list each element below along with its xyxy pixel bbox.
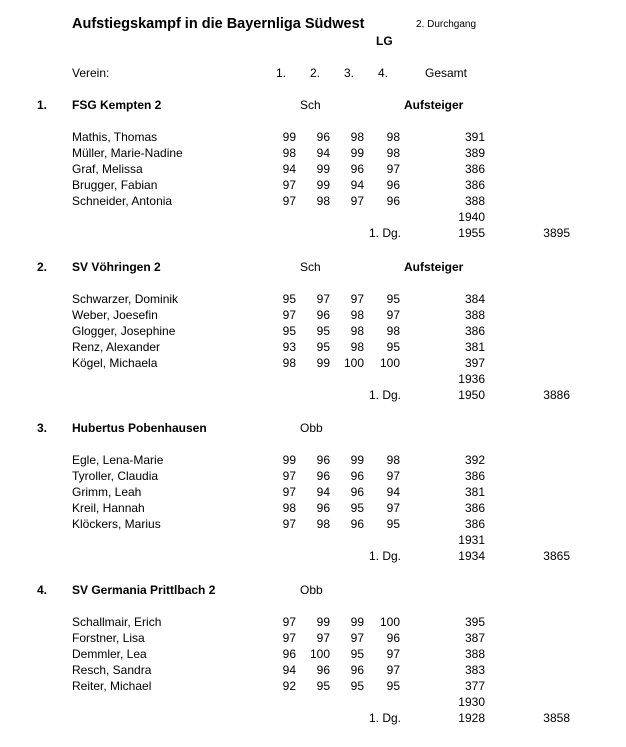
shooter-serie-1: 97 bbox=[282, 308, 296, 322]
column-serie-1: 1. bbox=[276, 66, 287, 80]
shooter-serie-3: 100 bbox=[343, 356, 364, 370]
team-rank: 4. bbox=[37, 583, 48, 597]
shooter-name: Mathis, Thomas bbox=[72, 130, 158, 144]
shooter-serie-4: 95 bbox=[386, 340, 400, 354]
shooter-serie-1: 96 bbox=[282, 647, 296, 661]
round-label: 2. Durchgang bbox=[416, 19, 477, 30]
shooter-name: Reiter, Michael bbox=[72, 679, 152, 693]
team-region: Sch bbox=[300, 98, 321, 112]
shooter-name: Kreil, Hannah bbox=[72, 501, 145, 515]
shooter-serie-4: 96 bbox=[386, 194, 400, 208]
shooter-total: 386 bbox=[464, 517, 485, 531]
shooter-serie-4: 98 bbox=[386, 453, 400, 467]
grand-total: 3895 bbox=[543, 226, 570, 240]
team-name: FSG Kempten 2 bbox=[72, 98, 162, 112]
shooter-serie-2: 99 bbox=[316, 178, 330, 192]
shooter-serie-2: 96 bbox=[316, 308, 330, 322]
shooter-serie-3: 99 bbox=[350, 146, 364, 160]
first-round-total: 1950 bbox=[458, 388, 485, 402]
shooter-serie-4: 97 bbox=[386, 308, 400, 322]
team-region: Obb bbox=[300, 421, 323, 435]
shooter-serie-4: 94 bbox=[386, 485, 400, 499]
shooter-serie-1: 98 bbox=[282, 501, 296, 515]
shooter-serie-2: 96 bbox=[316, 663, 330, 677]
team-subtotal: 1930 bbox=[458, 695, 485, 709]
team-status: Aufsteiger bbox=[404, 260, 464, 274]
shooter-serie-1: 92 bbox=[282, 679, 296, 693]
shooter-serie-2: 94 bbox=[316, 485, 330, 499]
shooter-serie-4: 100 bbox=[379, 356, 400, 370]
shooter-serie-4: 95 bbox=[386, 679, 400, 693]
shooter-serie-3: 96 bbox=[350, 162, 364, 176]
shooter-serie-1: 97 bbox=[282, 469, 296, 483]
first-round-label: 1. Dg. bbox=[369, 711, 402, 725]
shooter-serie-3: 98 bbox=[350, 130, 364, 144]
grand-total: 3865 bbox=[543, 549, 570, 563]
shooter-name: Schneider, Antonia bbox=[72, 194, 173, 208]
team-rank: 1. bbox=[37, 98, 48, 112]
first-round-label: 1. Dg. bbox=[369, 549, 402, 563]
shooter-serie-3: 96 bbox=[350, 517, 364, 531]
shooter-serie-2: 94 bbox=[316, 146, 330, 160]
shooter-serie-2: 96 bbox=[316, 469, 330, 483]
shooter-total: 395 bbox=[464, 615, 485, 629]
shooter-serie-3: 97 bbox=[350, 631, 364, 645]
shooter-serie-2: 95 bbox=[316, 679, 330, 693]
shooter-serie-2: 99 bbox=[316, 356, 330, 370]
shooter-total: 387 bbox=[464, 631, 485, 645]
shooter-serie-1: 97 bbox=[282, 178, 296, 192]
shooter-serie-3: 96 bbox=[350, 485, 364, 499]
shooter-total: 386 bbox=[464, 501, 485, 515]
column-serie-2: 2. bbox=[310, 66, 321, 80]
shooter-serie-4: 98 bbox=[386, 146, 400, 160]
column-serie-3: 3. bbox=[344, 66, 355, 80]
team-region: Obb bbox=[300, 583, 323, 597]
shooter-serie-1: 94 bbox=[282, 663, 296, 677]
shooter-name: Grimm, Leah bbox=[72, 485, 142, 499]
first-round-total: 1955 bbox=[458, 226, 485, 240]
shooter-serie-4: 95 bbox=[386, 517, 400, 531]
column-serie-4: 4. bbox=[378, 66, 389, 80]
shooter-name: Weber, Joesefin bbox=[72, 308, 158, 322]
shooter-total: 381 bbox=[464, 485, 485, 499]
shooter-serie-3: 97 bbox=[350, 194, 364, 208]
shooter-serie-2: 95 bbox=[316, 340, 330, 354]
shooter-serie-4: 97 bbox=[386, 162, 400, 176]
team-status: Aufsteiger bbox=[404, 98, 464, 112]
shooter-serie-1: 95 bbox=[282, 324, 296, 338]
shooter-serie-1: 97 bbox=[282, 485, 296, 499]
shooter-serie-1: 97 bbox=[282, 194, 296, 208]
shooter-name: Schallmair, Erich bbox=[72, 615, 162, 629]
shooter-name: Brugger, Fabian bbox=[72, 178, 158, 192]
shooter-total: 386 bbox=[464, 469, 485, 483]
column-gesamt: Gesamt bbox=[425, 66, 468, 80]
shooter-serie-2: 96 bbox=[316, 453, 330, 467]
shooter-total: 386 bbox=[464, 162, 485, 176]
shooter-serie-4: 98 bbox=[386, 324, 400, 338]
shooter-serie-3: 99 bbox=[350, 615, 364, 629]
shooter-serie-3: 94 bbox=[350, 178, 364, 192]
shooter-serie-1: 98 bbox=[282, 356, 296, 370]
shooter-total: 383 bbox=[464, 663, 485, 677]
shooter-serie-4: 100 bbox=[379, 615, 400, 629]
shooter-serie-1: 97 bbox=[282, 631, 296, 645]
shooter-serie-2: 100 bbox=[309, 647, 330, 661]
grand-total: 3858 bbox=[543, 711, 570, 725]
shooter-total: 388 bbox=[464, 647, 485, 661]
team-region: Sch bbox=[300, 260, 321, 274]
shooter-serie-2: 96 bbox=[316, 501, 330, 515]
shooter-serie-3: 97 bbox=[350, 292, 364, 306]
shooter-serie-4: 97 bbox=[386, 469, 400, 483]
shooter-name: Forstner, Lisa bbox=[72, 631, 145, 645]
shooter-serie-4: 97 bbox=[386, 663, 400, 677]
shooter-total: 388 bbox=[464, 194, 485, 208]
shooter-serie-4: 97 bbox=[386, 501, 400, 515]
team-name: SV Vöhringen 2 bbox=[72, 260, 161, 274]
team-rank: 2. bbox=[37, 260, 48, 274]
shooter-serie-1: 97 bbox=[282, 615, 296, 629]
shooter-total: 384 bbox=[464, 292, 485, 306]
shooter-name: Tyroller, Claudia bbox=[72, 469, 159, 483]
shooter-serie-4: 96 bbox=[386, 178, 400, 192]
shooter-serie-1: 95 bbox=[282, 292, 296, 306]
shooter-serie-2: 95 bbox=[316, 324, 330, 338]
shooter-name: Egle, Lena-Marie bbox=[72, 453, 164, 467]
first-round-total: 1928 bbox=[458, 711, 485, 725]
discipline-label: LG bbox=[376, 34, 393, 48]
shooter-total: 392 bbox=[464, 453, 485, 467]
shooter-name: Schwarzer, Dominik bbox=[72, 292, 179, 306]
shooter-name: Kögel, Michaela bbox=[72, 356, 158, 370]
team-name: SV Germania Prittlbach 2 bbox=[72, 583, 216, 597]
shooter-serie-2: 98 bbox=[316, 194, 330, 208]
shooter-serie-2: 99 bbox=[316, 162, 330, 176]
shooter-total: 389 bbox=[464, 146, 485, 160]
shooter-total: 381 bbox=[464, 340, 485, 354]
shooter-serie-1: 97 bbox=[282, 517, 296, 531]
shooter-total: 397 bbox=[464, 356, 485, 370]
first-round-label: 1. Dg. bbox=[369, 226, 402, 240]
shooter-total: 377 bbox=[464, 679, 485, 693]
shooter-serie-4: 98 bbox=[386, 130, 400, 144]
shooter-serie-3: 95 bbox=[350, 679, 364, 693]
shooter-total: 386 bbox=[464, 324, 485, 338]
team-rank: 3. bbox=[37, 421, 48, 435]
shooter-serie-3: 99 bbox=[350, 453, 364, 467]
column-verein: Verein: bbox=[72, 66, 110, 80]
shooter-total: 386 bbox=[464, 178, 485, 192]
shooter-serie-4: 95 bbox=[386, 292, 400, 306]
shooter-serie-1: 98 bbox=[282, 146, 296, 160]
team-subtotal: 1931 bbox=[458, 533, 485, 547]
shooter-serie-2: 96 bbox=[316, 130, 330, 144]
shooter-serie-3: 95 bbox=[350, 647, 364, 661]
shooter-name: Renz, Alexander bbox=[72, 340, 161, 354]
first-round-total: 1934 bbox=[458, 549, 485, 563]
shooter-serie-3: 96 bbox=[350, 469, 364, 483]
shooter-name: Glogger, Josephine bbox=[72, 324, 176, 338]
shooter-serie-3: 98 bbox=[350, 324, 364, 338]
shooter-serie-2: 98 bbox=[316, 517, 330, 531]
shooter-serie-2: 97 bbox=[316, 292, 330, 306]
shooter-serie-3: 98 bbox=[350, 308, 364, 322]
first-round-label: 1. Dg. bbox=[369, 388, 402, 402]
shooter-name: Demmler, Lea bbox=[72, 647, 147, 661]
page-title: Aufstiegskampf in die Bayernliga Südwest bbox=[72, 16, 365, 32]
shooter-serie-1: 99 bbox=[282, 130, 296, 144]
shooter-name: Müller, Marie-Nadine bbox=[72, 146, 183, 160]
shooter-name: Graf, Melissa bbox=[72, 162, 143, 176]
shooter-name: Resch, Sandra bbox=[72, 663, 152, 677]
shooter-serie-1: 93 bbox=[282, 340, 296, 354]
team-subtotal: 1940 bbox=[458, 210, 485, 224]
shooter-serie-2: 97 bbox=[316, 631, 330, 645]
team-subtotal: 1936 bbox=[458, 372, 485, 386]
shooter-serie-1: 99 bbox=[282, 453, 296, 467]
shooter-serie-3: 95 bbox=[350, 501, 364, 515]
shooter-serie-3: 96 bbox=[350, 663, 364, 677]
shooter-serie-3: 98 bbox=[350, 340, 364, 354]
shooter-total: 388 bbox=[464, 308, 485, 322]
shooter-serie-2: 99 bbox=[316, 615, 330, 629]
shooter-serie-1: 94 bbox=[282, 162, 296, 176]
shooter-serie-4: 96 bbox=[386, 631, 400, 645]
team-name: Hubertus Pobenhausen bbox=[72, 421, 207, 435]
shooter-name: Klöckers, Marius bbox=[72, 517, 161, 531]
shooter-serie-4: 97 bbox=[386, 647, 400, 661]
shooter-total: 391 bbox=[464, 130, 485, 144]
grand-total: 3886 bbox=[543, 388, 570, 402]
